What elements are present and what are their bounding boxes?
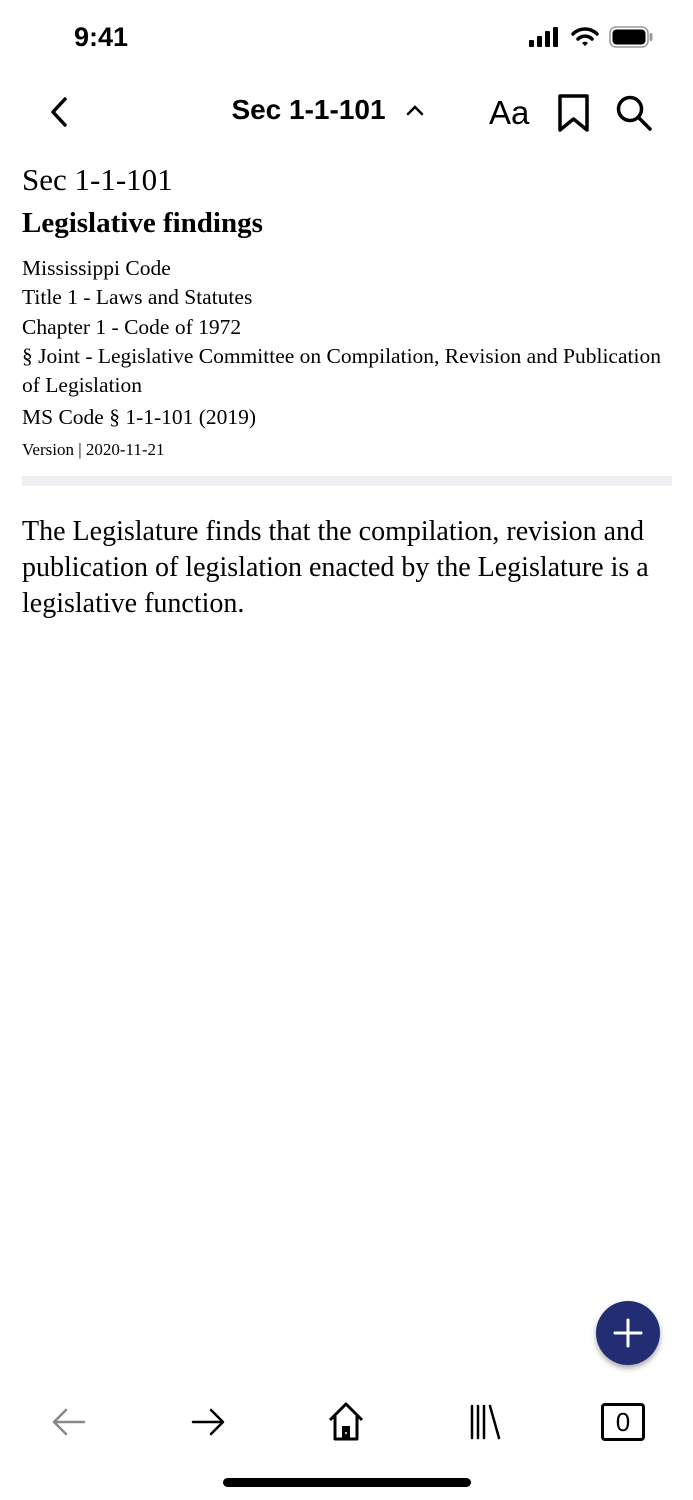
wifi-icon (571, 27, 599, 47)
nav-title: Sec 1-1-101 (231, 94, 386, 125)
home-button[interactable] (321, 1400, 371, 1444)
plus-icon (613, 1318, 643, 1348)
font-size-button[interactable]: Aa (489, 94, 530, 131)
library-icon (468, 1404, 502, 1440)
chevron-up-icon (406, 104, 424, 116)
breadcrumb-title[interactable]: Title 1 - Laws and Statutes (22, 285, 253, 310)
section-heading: Legislative findings (22, 207, 263, 239)
signal-icon (529, 27, 561, 47)
home-icon (327, 1402, 365, 1442)
home-indicator (223, 1478, 471, 1487)
search-icon[interactable] (615, 94, 653, 132)
breadcrumb-code[interactable]: Mississippi Code (22, 256, 171, 280)
tabs-button[interactable] (598, 1400, 648, 1444)
statute-body: The Legislature finds that the compilation, revision and publication of legislation enacted by the Legislature is a legislative function. (22, 516, 649, 619)
section-number: Sec 1-1-101 (22, 162, 173, 197)
arrow-left-icon (51, 1407, 87, 1437)
status-icons (529, 26, 653, 48)
breadcrumb-chapter[interactable]: Chapter 1 - Code of 1972 (22, 314, 242, 339)
bookmark-icon[interactable] (557, 93, 591, 133)
library-button[interactable] (460, 1400, 510, 1444)
status-time: 9:41 (74, 22, 129, 52)
breadcrumb-article[interactable]: § Joint - Legislative Committee on Compilation, Revision and Publication of Legislation (22, 343, 661, 398)
history-forward-button[interactable] (183, 1400, 233, 1444)
breadcrumb (22, 254, 662, 400)
arrow-right-icon (190, 1407, 226, 1437)
history-back-button[interactable] (44, 1400, 94, 1444)
tab-count: 0 (601, 1403, 645, 1441)
battery-icon (609, 26, 653, 48)
version-label: Version | 2020-11-21 (22, 440, 165, 459)
citation: MS Code § 1-1-101 (2019) (22, 405, 257, 429)
add-button[interactable] (596, 1301, 660, 1365)
divider (22, 476, 672, 486)
